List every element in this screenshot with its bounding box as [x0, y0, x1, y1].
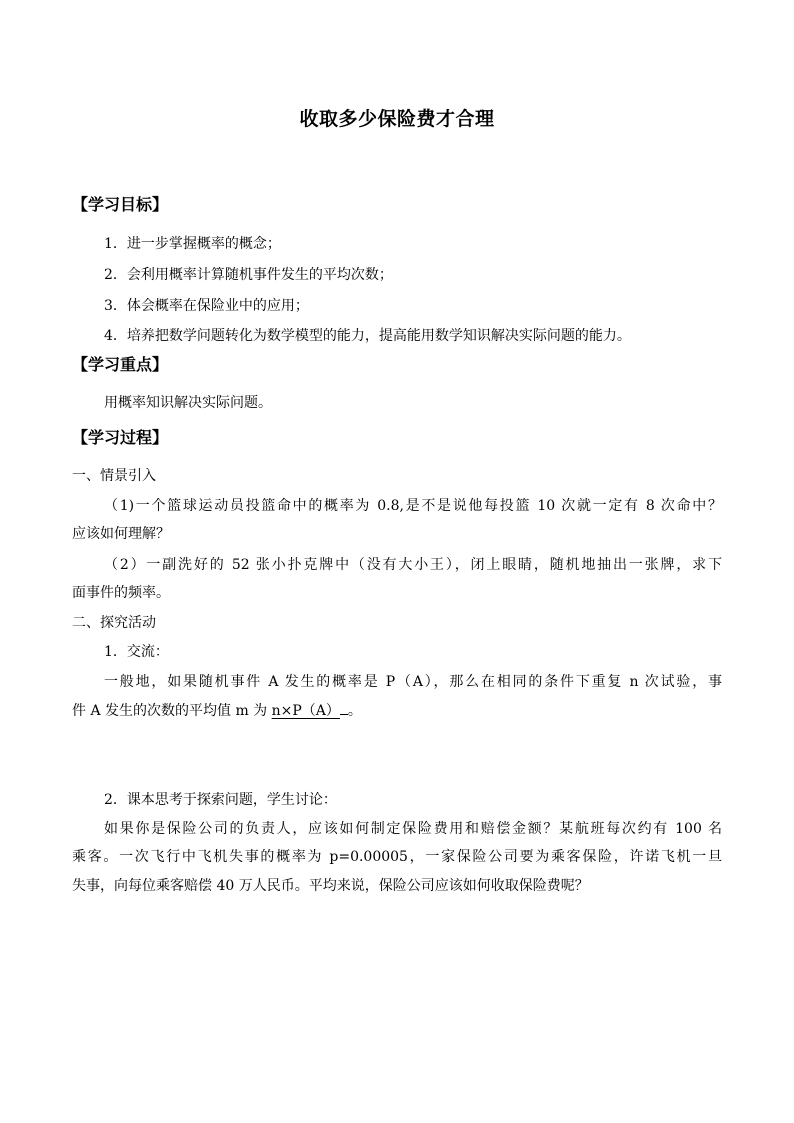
- sub2-line1: 如果你是保险公司的负责人，应该如何制定保险费用和赔偿金额？某航班每次约有 100 名: [104, 821, 722, 837]
- sub2-title: 2．课本思考于探索问题，学生讨论：: [104, 792, 337, 808]
- goal-item-2: 2．会利用概率计算随机事件发生的平均次数；: [104, 267, 393, 283]
- focus-text: 用概率知识解决实际问题。: [104, 395, 272, 411]
- focus-heading: 【学习重点】: [72, 355, 169, 374]
- section1-p1-line2: 应该如何理解？: [72, 526, 170, 542]
- sub1-title: 1．交流：: [104, 644, 169, 660]
- sub1-line2-prefix: 件 A 发生的次数的平均值 m 为: [72, 703, 272, 719]
- page-title: 收取多少保险费才合理: [299, 108, 495, 130]
- section1-p2-line1: （2）一副洗好的 52 张小扑克牌中（没有大小王），闭上眼睛，随机地抽出一张牌，求下: [104, 557, 722, 573]
- answer-underline-tail: [340, 700, 348, 715]
- section2-title: 二、探究活动: [72, 615, 156, 631]
- goal-item-1: 1．进一步掌握概率的概念；: [104, 236, 281, 252]
- goal-item-4: 4．培养把数学问题转化为数学模型的能力，提高能用数学知识解决实际问题的能力。: [104, 328, 631, 344]
- goal-item-3: 3．体会概率在保险业中的应用；: [104, 298, 309, 314]
- sub1-line2-suffix: 。: [347, 703, 362, 719]
- sub1-line1: 一般地，如果随机事件 A 发生的概率是 P（A），那么在相同的条件下重复 n 次试验，事: [104, 674, 722, 690]
- answer-blank: n×P（A）: [271, 703, 340, 719]
- section1-p1-line1: （1)一个篮球运动员投篮命中的概率为 0.8,是不是说他每投篮 10 次就一定有 8 次命中？: [104, 498, 722, 514]
- section1-p2-line2: 面事件的频率。: [72, 585, 170, 601]
- process-heading: 【学习过程】: [72, 428, 169, 447]
- section1-title: 一、情景引入: [72, 468, 156, 484]
- sub2-line3: 失事，向每位乘客赔偿 40 万人民币。平均来说，保险公司应该如何收取保险费呢？: [72, 878, 589, 894]
- sub1-line2: [72, 700, 362, 720]
- goals-heading: 【学习目标】: [72, 195, 169, 214]
- sub2-line2: 乘客。一次飞行中飞机失事的概率为 p=0.00005，一家保险公司要为乘客保险，许诺飞机一旦: [72, 849, 722, 865]
